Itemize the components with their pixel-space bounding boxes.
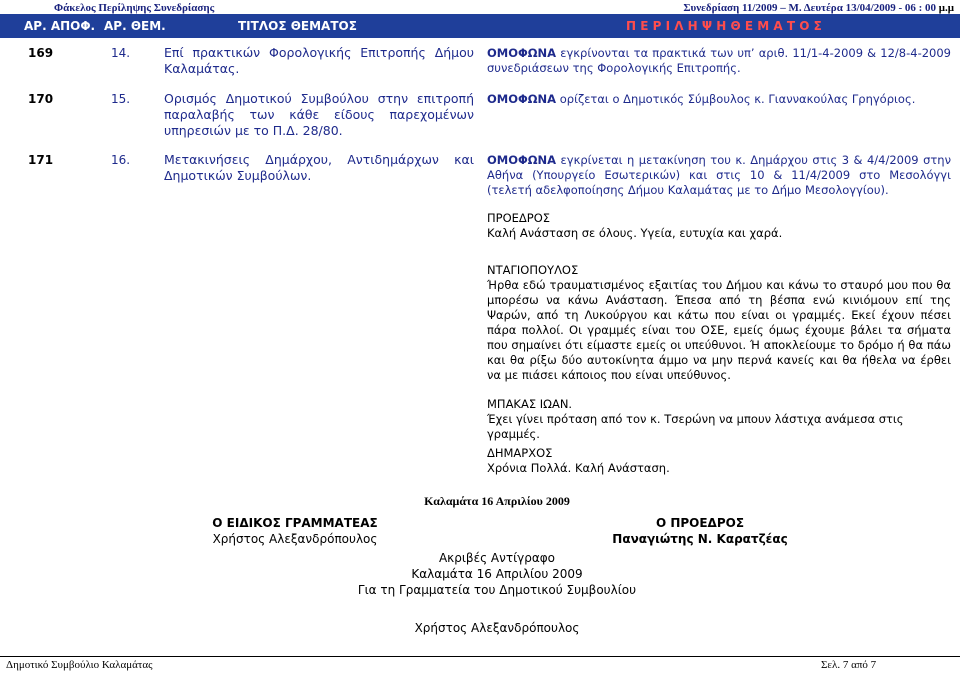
- true-copy-office: Για τη Γραμματεία του Δημοτικού Συμβουλίου: [357, 583, 637, 597]
- speaker-name: ΔΗΜΑΡΧΟΣ: [487, 446, 553, 460]
- chairman-name: Παναγιώτης Ν. Καρατζέας: [612, 532, 788, 546]
- topic-number: 15.: [111, 92, 131, 106]
- decision-number: 169: [28, 46, 54, 60]
- decision-keyword: ΟΜΟΦΩΝΑ: [487, 153, 557, 167]
- header-right-text: Συνεδρίαση 11/2009 – Μ. Δευτέρα 13/04/2009 - 06 : 00: [683, 2, 939, 14]
- decision-text: εγκρίνεται η μετακίνηση του κ. Δημάρχου στις 3 & 4/4/2009 στην Αθήνα (Υπουργείο Εσωτερικών) και στις 10 & 11/4/2009 στο Μεσολόγγι (τελετή αδελφοποίησης Δήμου Καλαμάτας με το Δήμο Μεσολογγίου).: [487, 153, 951, 197]
- remark-block: [487, 211, 951, 241]
- true-copy-date: Καλαμάτα 16 Απριλίου 2009: [411, 567, 583, 581]
- decision-text: εγκρίνονται τα πρακτικά των υπ’ αριθ. 11/1-4-2009 & 12/8-4-2009 συνεδριάσεων της Φορολογικής Επιτροπής.: [487, 46, 951, 75]
- secretary-signature: [180, 515, 410, 547]
- remark-block: [487, 446, 951, 476]
- col-summary: Π Ε Ρ Ι Λ Η Ψ Η Θ Ε Μ Α Τ Ο Σ: [626, 19, 822, 33]
- topic-title: Ορισμός Δημοτικού Συμβούλου στην επιτροπή παραλαβής των κάθε είδους παρεχομένων υπηρεσιών με το Π.Δ. 28/80.: [164, 91, 474, 138]
- decision-keyword: ΟΜΟΦΩΝΑ: [487, 92, 557, 106]
- topic-number: 14.: [111, 46, 131, 60]
- remark-block: [487, 397, 951, 442]
- decision-summary: [487, 46, 951, 76]
- decision-summary: [487, 92, 951, 107]
- header-left: Φάκελος Περίληψης Συνεδρίασης: [54, 2, 215, 14]
- column-header-bar: [0, 14, 960, 38]
- remark-text: Ήρθα εδώ τραυματισμένος εξαιτίας του Δήμου και κάνω το σταυρό μου που θα μπορέσω να κάνω Ανάσταση. Έπεσα από τη βέσπα ενώ κινιόμουν επί της Ψαρών, από τη Λυκούργου και κάτω που είναι οι γραμμές. Εκεί έχουν πέσει πάρα πολλοί. Οι γραμμές είναι του ΟΣΕ, εμείς όμως έχουμε βάλει τα σήματα που σημαίνει ότι είμαστε εμείς οι υπεύθυνοι. Ή αποκλείουμε το δρόμο ή θα πάω και θα ρίξω δύο αυτοκίνητα άμμο να μην περνά κανείς και θα ήθελα να έρθει να με πιάσει κάποιος που είναι υπεύθυνος.: [487, 278, 951, 382]
- remark-text: Καλή Ανάσταση σε όλους. Υγεία, ευτυχία και χαρά.: [487, 226, 783, 240]
- decision-text: ορίζεται ο Δημοτικός Σύμβουλος κ. Γιαννακούλας Γρηγόριος.: [556, 92, 916, 106]
- topic-title: Μετακινήσεις Δημάρχου, Αντιδημάρχων και Δημοτικών Συμβούλων.: [164, 152, 474, 183]
- true-copy-label: Ακριβές Αντίγραφο: [438, 551, 556, 565]
- true-copy-name: Χρήστος Αλεξανδρόπουλος: [414, 621, 580, 635]
- chairman-title: Ο ΠΡΟΕΔΡΟΣ: [655, 516, 745, 530]
- header-right: [683, 2, 954, 14]
- secretary-name: Χρήστος Αλεξανδρόπουλος: [212, 532, 378, 546]
- col-topic-title: ΤΙΤΛΟΣ ΘΕΜΑΤΟΣ: [238, 19, 357, 33]
- topic-number: 16.: [111, 153, 131, 167]
- footer-left: Δημοτικό Συμβούλιο Καλαμάτας: [6, 659, 153, 671]
- true-copy-block: [347, 550, 647, 598]
- chairman-signature: [585, 515, 815, 547]
- decision-number: 171: [28, 153, 54, 167]
- topic-title: Επί πρακτικών Φορολογικής Επιτροπής Δήμου Καλαμάτας.: [164, 45, 474, 76]
- place-date: Καλαμάτα 16 Απριλίου 2009: [424, 494, 570, 508]
- col-decision-no: ΑΡ. ΑΠΟΦ.: [24, 19, 96, 33]
- decision-summary: [487, 153, 951, 198]
- page-number: Σελ. 7 από 7: [821, 659, 877, 671]
- remark-block: [487, 263, 951, 383]
- col-topic-no: ΑΡ. ΘΕΜ.: [104, 19, 166, 33]
- decision-number: 170: [28, 92, 54, 106]
- speaker-name: ΠΡΟΕΔΡΟΣ: [487, 211, 551, 225]
- decision-keyword: ΟΜΟΦΩΝΑ: [487, 46, 557, 60]
- speaker-name: ΝΤΑΓΙΟΠΟΥΛΟΣ: [487, 263, 579, 277]
- speaker-name: ΜΠΑΚΑΣ ΙΩΑΝ.: [487, 397, 573, 411]
- remark-text: Έχει γίνει πρόταση από τον κ. Τσερώνη να μπουν λάστιχα ανάμεσα στις γραμμές.: [487, 412, 904, 441]
- footer-rule: [0, 656, 960, 657]
- remark-text: Χρόνια Πολλά. Καλή Ανάσταση.: [487, 461, 670, 475]
- secretary-title: Ο ΕΙΔΙΚΟΣ ΓΡΑΜΜΑΤΕΑΣ: [212, 516, 378, 530]
- header-right-suffix: μ.μ: [938, 2, 954, 14]
